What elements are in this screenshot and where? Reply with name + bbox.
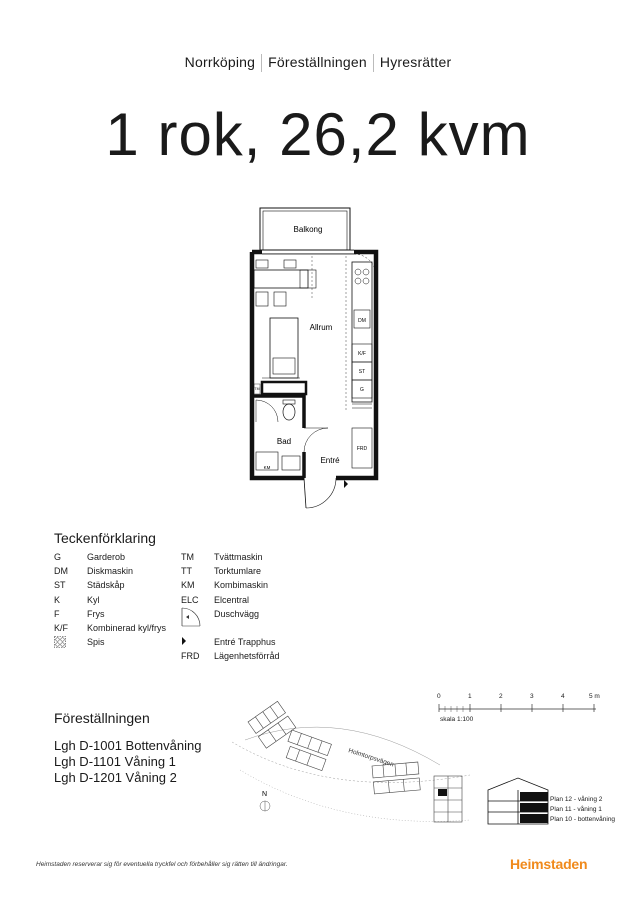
legend-label: Torktumlare — [214, 566, 262, 577]
legend-label: Garderob — [87, 552, 126, 562]
code-km: KM — [263, 465, 271, 470]
floor-label: Plan 11 - våning 1 — [550, 806, 602, 813]
scale-tick: 5 m — [589, 693, 600, 700]
crumb-project: Föreställningen — [268, 54, 367, 70]
room-label-entrance: Entré — [320, 456, 340, 465]
apartment-item: Lgh D-1001 Bottenvåning — [54, 738, 202, 753]
code-st: ST — [358, 369, 366, 375]
room-label-bath: Bad — [276, 437, 292, 446]
legend-label: Tvättmaskin — [214, 552, 263, 562]
page-title: 1 rok, 26,2 kvm — [105, 101, 531, 168]
floor-label: Plan 12 - våning 2 — [550, 796, 603, 803]
legend-label: Kombimaskin — [214, 580, 269, 591]
legend-label: Elcentral — [214, 594, 250, 605]
room-label-balcony: Balkong — [293, 225, 323, 234]
scale-tick: 4 — [561, 693, 565, 700]
legend-label: Städskåp — [87, 580, 125, 591]
code-dm: DM — [358, 318, 366, 324]
legend-code: TT — [181, 566, 192, 577]
code-frd: FRD — [356, 446, 368, 452]
scale-label: skala 1:100 — [440, 716, 474, 723]
legend-code: K — [54, 594, 61, 605]
elevation-floor-highlight — [520, 792, 548, 801]
street-name: Holmtorpsvägen — [347, 747, 395, 769]
code-tm: TM — [254, 387, 260, 391]
site-title: Föreställningen — [54, 710, 150, 726]
legend-code: TM — [181, 552, 194, 562]
highlighted-unit — [438, 789, 447, 796]
legend-label: Entré Trapphus — [214, 636, 276, 647]
scale-tick: 0 — [437, 693, 441, 700]
scale-tick: 3 — [530, 693, 534, 700]
legend-label: Lägenhetsförråd — [214, 650, 280, 661]
crumb-city: Norrköping — [184, 54, 256, 70]
legend-code: F — [54, 608, 60, 619]
legend-code: ST — [54, 580, 66, 591]
legend-label: Kombinerad kyl/frys — [87, 622, 167, 633]
legend-label: Diskmaskin — [87, 566, 134, 577]
scale-tick: 1 — [468, 693, 472, 700]
legend-code: KM — [181, 580, 195, 591]
code-g: G — [360, 387, 364, 393]
floor-label: Plan 10 - bottenvåning — [550, 816, 616, 823]
apartment-item: Lgh D-1101 Våning 1 — [54, 754, 176, 769]
legend-code: G — [54, 552, 62, 562]
scale-tick: 2 — [499, 693, 503, 700]
legend-label: Kyl — [87, 594, 100, 605]
apartment-item: Lgh D-1201 Våning 2 — [54, 770, 177, 785]
legend-code: FRD — [181, 650, 200, 661]
brand-logo: Heimstaden — [510, 856, 588, 872]
building-blocks — [248, 701, 462, 822]
disclaimer: Heimstaden reserverar sig för eventuella tryckfel och förbehåller sig rätten till ändringar. — [36, 861, 288, 868]
legend-label: Spis — [87, 637, 105, 648]
legend-label: Frys — [87, 608, 105, 619]
room-label-living: Allrum — [309, 323, 333, 332]
legend-label: Duschvägg — [214, 608, 260, 619]
legend-code: K/F — [54, 622, 69, 633]
code-kf: K/F — [358, 351, 366, 357]
legend-code: DM — [54, 566, 68, 577]
legend-code: ELC — [181, 594, 199, 605]
legend-title: Teckenförklaring — [54, 530, 156, 546]
north-label: N — [262, 791, 268, 798]
crumb-type: Hyresrätter — [379, 54, 452, 70]
